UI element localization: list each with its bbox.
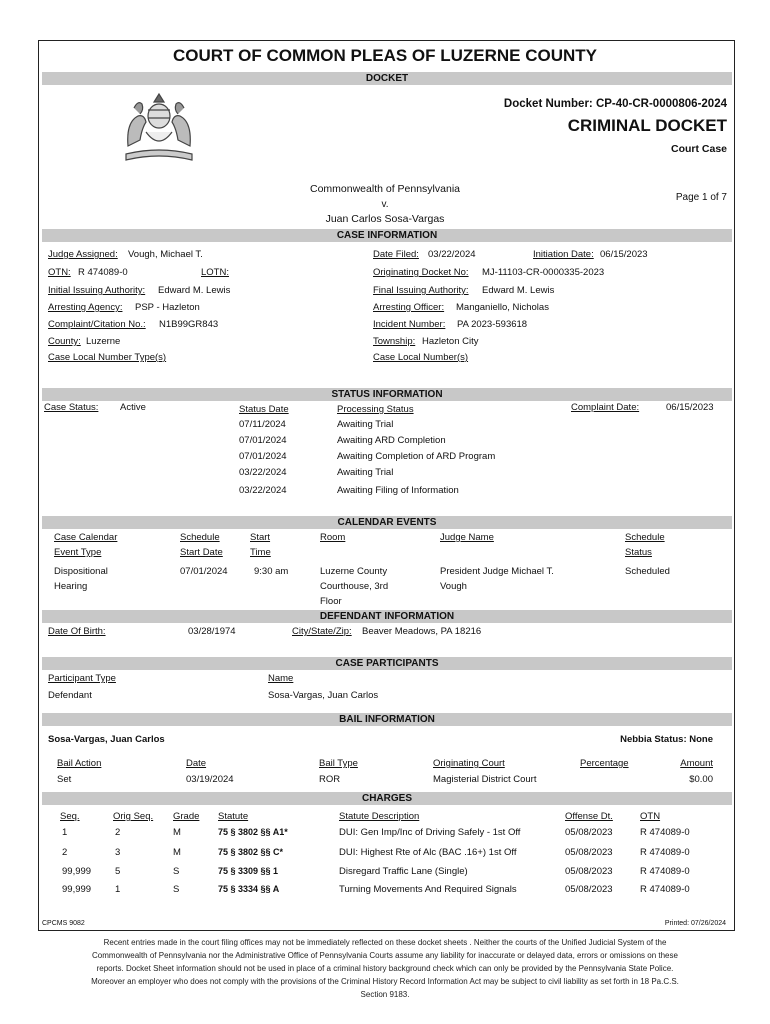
status-row-status: Awaiting Trial	[337, 419, 394, 430]
final-issuing-authority-value: Edward M. Lewis	[482, 285, 555, 296]
bail-date: 03/19/2024	[186, 774, 234, 785]
city-state-zip-value: Beaver Meadows, PA 18216	[362, 626, 482, 637]
arresting-agency-label: Arresting Agency:	[48, 302, 123, 313]
date-of-birth-value: 03/28/1974	[188, 626, 236, 637]
complaint-citation-value: N1B99GR843	[159, 319, 219, 330]
charge-seq: 99,999	[62, 866, 92, 877]
charge-otn-header: OTN	[640, 811, 661, 822]
pennsylvania-seal-icon	[120, 88, 198, 170]
case-local-number-type-label: Case Local Number Type(s)	[48, 352, 167, 363]
calendar-event-type-header: Case Calendar	[54, 532, 118, 543]
status-row-date: 07/01/2024	[239, 435, 287, 446]
participant-name: Sosa-Vargas, Juan Carlos	[268, 690, 379, 701]
initiation-date-value: 06/15/2023	[600, 249, 648, 260]
complaint-date-label: Complaint Date:	[571, 402, 640, 413]
percentage-header: Percentage	[580, 758, 629, 769]
charge-offense-date: 05/08/2023	[565, 847, 613, 858]
caption-plaintiff: Commonwealth of Pennsylvania	[310, 183, 460, 195]
charge-seq: 2	[62, 847, 68, 858]
complaint-citation-label: Complaint/Citation No.:	[48, 319, 146, 330]
charge-otn: R 474089-0	[640, 866, 690, 877]
bail-defendant-name: Sosa-Vargas, Juan Carlos	[48, 734, 165, 745]
criminal-docket-title: CRIMINAL DOCKET	[567, 116, 727, 135]
charge-offense-date: 05/08/2023	[565, 884, 613, 895]
charge-description: Disregard Traffic Lane (Single)	[339, 866, 468, 877]
status-row-date: 03/22/2024	[239, 485, 287, 496]
date-filed-value: 03/22/2024	[428, 249, 476, 260]
calendar-event-type-header: Event Type	[54, 547, 102, 558]
county-value: Luzerne	[86, 336, 121, 347]
case-status-label: Case Status:	[44, 402, 99, 413]
status-row-status: Awaiting Filing of Information	[337, 485, 459, 496]
processing-status-header: Processing Status	[337, 404, 414, 415]
bail-action-header: Bail Action	[57, 758, 102, 769]
bail-date-header: Date	[186, 758, 207, 769]
charge-offense-date-header: Offense Dt.	[565, 811, 613, 822]
charge-otn: R 474089-0	[640, 827, 690, 838]
page-info: Page 1 of 7	[675, 192, 727, 203]
charge-otn: R 474089-0	[640, 884, 690, 895]
charge-statute: 75 § 3309 §§ 1	[218, 866, 279, 876]
bail-information-bar: BAIL INFORMATION	[42, 713, 732, 726]
charge-seq: 1	[62, 827, 68, 838]
final-issuing-authority-label: Final Issuing Authority:	[373, 285, 469, 296]
arresting-officer-value: Manganiello, Nicholas	[456, 302, 549, 313]
case-local-number-label: Case Local Number(s)	[373, 352, 469, 363]
charge-grade-header: Grade	[173, 811, 200, 822]
status-row-status: Awaiting ARD Completion	[337, 435, 446, 446]
charge-orig-seq: 5	[115, 866, 121, 877]
originating-court-header: Originating Court	[433, 758, 505, 769]
initiation-date-label: Initiation Date:	[533, 249, 594, 260]
participant-name-header: Name	[268, 673, 294, 684]
docket-number: Docket Number: CP-40-CR-0000806-2024	[503, 98, 727, 110]
charge-grade: S	[173, 866, 180, 877]
caption-versus: v.	[381, 199, 389, 210]
incident-number-value: PA 2023-593618	[457, 319, 528, 330]
calendar-event-type: Hearing	[54, 581, 88, 592]
bail-type: ROR	[319, 774, 341, 785]
disclaimer-text: Recent entries made in the court filing offices may not be immediately reflected on these docket sheets . Neither the courts of the Unified Judicial System of the Commonwealth of Pennsylvania nor the Administrative Office of Pennsylvania Courts assume any liability for inaccurate or delayed data, errors or omissions on these reports. Docket Sheet information should not be used in place of a criminal history background check which can only be provided by the Pennsylvania State Police. Moreover an employer who does not comply with the provisions of the Criminal History Record Information Act may be subject to civil liability as set forth in 18 Pa.C.S. Section 9183.	[91, 938, 679, 999]
status-row-date: 03/22/2024	[239, 467, 287, 478]
charge-orig-seq: 3	[115, 847, 121, 858]
lotn-label: LOTN:	[201, 267, 229, 278]
judge-value: Vough, Michael T.	[128, 249, 203, 260]
city-state-zip-label: City/State/Zip:	[292, 626, 352, 637]
calendar-judge: Vough	[440, 581, 467, 592]
form-number: CPCMS 9082	[42, 920, 85, 927]
defendant-information-bar: DEFENDANT INFORMATION	[42, 610, 732, 623]
arresting-agency-value: PSP - Hazleton	[135, 302, 200, 313]
calendar-room-header: Room	[320, 532, 346, 543]
charge-orig-seq-header: Orig Seq.	[113, 811, 154, 822]
initial-issuing-authority-value: Edward M. Lewis	[158, 285, 231, 296]
originating-docket-label: Originating Docket No:	[373, 267, 469, 278]
calendar-start-time: 9:30 am	[254, 566, 289, 577]
participant-type: Defendant	[48, 690, 92, 701]
status-information-bar: STATUS INFORMATION	[42, 388, 732, 401]
bail-action: Set	[57, 774, 72, 785]
charge-description: DUI: Highest Rte of Alc (BAC .16+) 1st Off	[339, 847, 517, 858]
charge-otn: R 474089-0	[640, 847, 690, 858]
case-type: Court Case	[670, 143, 727, 155]
complaint-date-value: 06/15/2023	[666, 402, 714, 413]
bail-type-header: Bail Type	[319, 758, 358, 769]
calendar-start-date-header: Schedule	[180, 532, 220, 543]
charge-description: Turning Movements And Required Signals	[339, 884, 517, 895]
otn-label: OTN:	[48, 267, 71, 278]
charge-grade: S	[173, 884, 180, 895]
originating-docket-value: MJ-11103-CR-0000335-2023	[482, 267, 605, 278]
township-label: Township:	[373, 336, 416, 347]
charge-seq-header: Seq.	[60, 811, 80, 822]
status-date-header: Status Date	[239, 404, 289, 415]
calendar-start-time-header: Time	[250, 547, 271, 558]
arresting-officer-label: Arresting Officer:	[373, 302, 445, 313]
calendar-judge-header: Judge Name	[440, 532, 494, 543]
incident-number-label: Incident Number:	[373, 319, 446, 330]
charge-offense-date: 05/08/2023	[565, 866, 613, 877]
originating-court: Magisterial District Court	[433, 774, 537, 785]
charges-bar: CHARGES	[42, 792, 732, 805]
case-participants-bar: CASE PARTICIPANTS	[42, 657, 732, 670]
charge-seq: 99,999	[62, 884, 92, 895]
status-row-date: 07/01/2024	[239, 451, 287, 462]
status-row-date: 07/11/2024	[239, 419, 286, 430]
date-filed-label: Date Filed:	[373, 249, 419, 260]
status-row-status: Awaiting Completion of ARD Program	[337, 451, 496, 462]
otn-value: R 474089-0	[78, 267, 128, 278]
calendar-room: Floor	[320, 596, 342, 607]
docket-bar: DOCKET	[42, 72, 732, 85]
printed-date: Printed: 07/26/2024	[664, 920, 726, 927]
initial-issuing-authority-label: Initial Issuing Authority:	[48, 285, 146, 296]
charge-orig-seq: 1	[115, 884, 121, 895]
case-information-bar: CASE INFORMATION	[42, 229, 732, 242]
judge-label: Judge Assigned:	[48, 249, 118, 260]
caption-defendant: Juan Carlos Sosa-Vargas	[325, 213, 445, 225]
calendar-status-header: Schedule	[625, 532, 665, 543]
calendar-room: Courthouse, 3rd	[320, 581, 389, 592]
township-value: Hazleton City	[422, 336, 479, 347]
calendar-start-date: 07/01/2024	[180, 566, 228, 577]
charge-description-header: Statute Description	[339, 811, 420, 822]
charge-statute-header: Statute	[218, 811, 249, 822]
calendar-start-time-header: Start	[250, 532, 271, 543]
nebbia-status: Nebbia Status: None	[620, 734, 713, 745]
charge-description: DUI: Gen Imp/Inc of Driving Safely - 1st Off	[339, 827, 521, 838]
court-title: COURT OF COMMON PLEAS OF LUZERNE COUNTY	[172, 46, 598, 65]
charge-statute: 75 § 3802 §§ A1*	[218, 827, 288, 837]
calendar-judge: President Judge Michael T.	[440, 566, 554, 577]
charge-statute: 75 § 3334 §§ A	[218, 884, 280, 894]
status-row-status: Awaiting Trial	[337, 467, 394, 478]
amount-header: Amount	[680, 758, 713, 769]
charge-offense-date: 05/08/2023	[565, 827, 613, 838]
case-status-value: Active	[120, 402, 146, 413]
participant-type-header: Participant Type	[48, 673, 116, 684]
charge-statute: 75 § 3802 §§ C*	[218, 847, 284, 857]
charge-orig-seq: 2	[115, 827, 121, 838]
calendar-start-date-header: Start Date	[180, 547, 223, 558]
calendar-event-type: Dispositional	[54, 566, 108, 577]
calendar-events-bar: CALENDAR EVENTS	[42, 516, 732, 529]
bail-amount: $0.00	[689, 774, 713, 785]
county-label: County:	[48, 336, 81, 347]
calendar-room: Luzerne County	[320, 566, 388, 577]
charge-grade: M	[173, 847, 181, 858]
calendar-status: Scheduled	[625, 566, 670, 577]
calendar-status-header: Status	[625, 547, 652, 558]
date-of-birth-label: Date Of Birth:	[48, 626, 106, 637]
charge-grade: M	[173, 827, 181, 838]
